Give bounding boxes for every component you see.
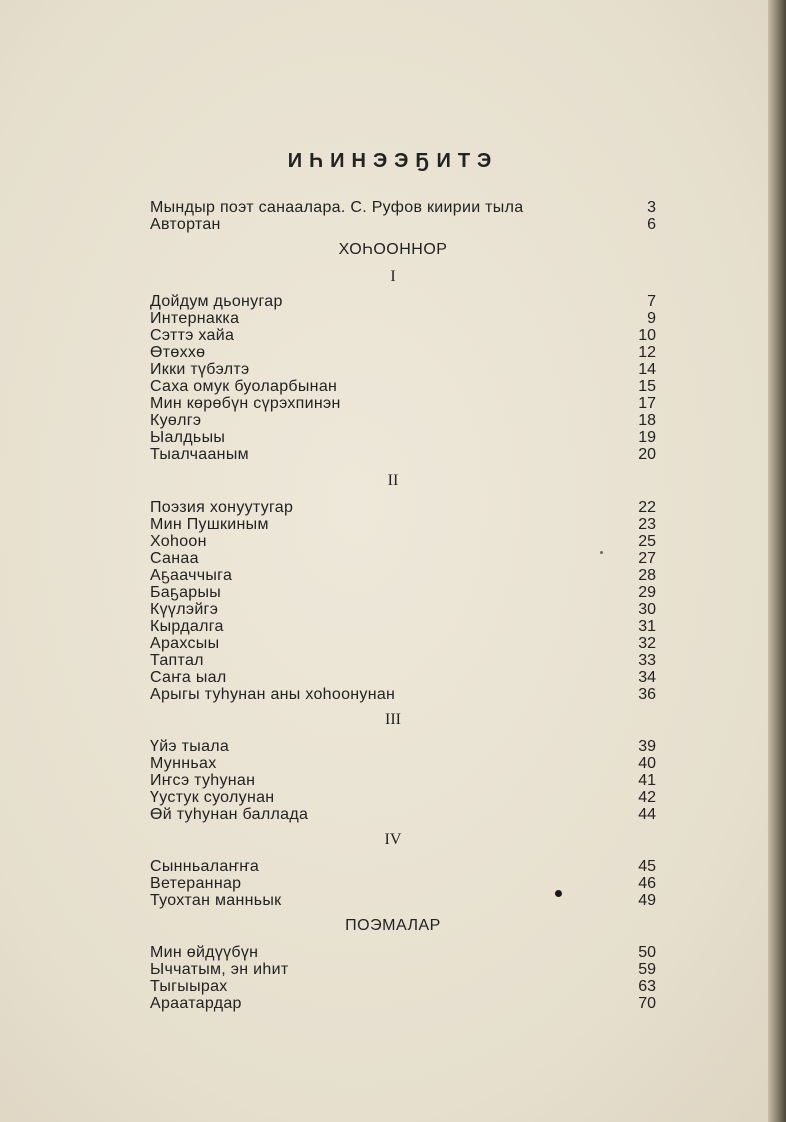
- entry-title: Поэзия хонуутугар: [150, 499, 294, 516]
- entry-page-number: 22: [638, 499, 656, 516]
- entry-title: Ыалдьыы: [150, 429, 226, 446]
- entry-title: Мындыр поэт санаалара. С. Руфов киирии тыла: [150, 199, 524, 216]
- entry-title: Араатардар: [150, 995, 242, 1012]
- ink-speck: [555, 890, 562, 897]
- page-title: ИҺИНЭЭҔИТЭ: [287, 150, 499, 172]
- toc-entry: [150, 429, 656, 446]
- entry-page-number: 39: [638, 738, 656, 755]
- entry-title: Үйэ тыала: [150, 738, 230, 755]
- entry-page-number: 32: [638, 635, 656, 652]
- toc-entry: [150, 892, 656, 909]
- toc-entry: [150, 412, 656, 429]
- entry-page-number: 14: [638, 361, 656, 378]
- entry-title: Санаа: [150, 550, 199, 567]
- entry-page-number: 19: [638, 429, 656, 446]
- entry-page-number: 9: [647, 310, 656, 327]
- toc-entry: [150, 550, 656, 567]
- entry-title: Тыалчааным: [150, 446, 249, 463]
- toc-entry: [150, 584, 656, 601]
- entry-page-number: 12: [638, 344, 656, 361]
- entry-page-number: 34: [638, 669, 656, 686]
- toc-entry: [150, 789, 656, 806]
- entry-page-number: 33: [638, 652, 656, 669]
- section-heading: I: [390, 268, 396, 285]
- toc-entry: [150, 567, 656, 584]
- page-edge-shadow: [768, 0, 786, 1122]
- entry-page-number: 17: [638, 395, 656, 412]
- entry-title: Саха омук буоларбынан: [150, 378, 338, 395]
- entry-page-number: 46: [638, 875, 656, 892]
- section-heading: II: [387, 472, 399, 489]
- toc-entry: [150, 499, 656, 516]
- entry-page-number: 20: [638, 446, 656, 463]
- toc-entry: [150, 601, 656, 618]
- entry-title: Кырдалга: [150, 618, 224, 635]
- toc-entry: [150, 738, 656, 755]
- entry-title: Сэттэ хайа: [150, 327, 235, 344]
- ink-speck: [600, 551, 603, 554]
- entry-page-number: 6: [647, 216, 656, 233]
- entry-page-number: 23: [638, 516, 656, 533]
- entry-title: Өй туһунан баллада: [150, 806, 309, 823]
- entry-title: Сынньалаҥҥа: [150, 858, 260, 875]
- entry-title: Куөлгэ: [150, 412, 202, 429]
- entry-page-number: 70: [638, 995, 656, 1012]
- entry-page-number: 42: [638, 789, 656, 806]
- entry-title: Мин өйдүүбүн: [150, 944, 259, 961]
- entry-title: Мунньах: [150, 755, 217, 772]
- entry-title: Күүлэйгэ: [150, 601, 219, 618]
- section-heading: IV: [384, 831, 402, 848]
- toc-entry: [150, 635, 656, 652]
- entry-title: Таптал: [150, 652, 204, 669]
- entry-title: Икки түбэлтэ: [150, 361, 250, 378]
- toc-entry: [150, 516, 656, 533]
- toc-entry: [150, 344, 656, 361]
- entry-page-number: 18: [638, 412, 656, 429]
- entry-title: Мин Пушкиным: [150, 516, 269, 533]
- entry-title: Тыгыырах: [150, 978, 228, 995]
- entry-page-number: 45: [638, 858, 656, 875]
- entry-title: Ветераннар: [150, 875, 242, 892]
- toc-entry: [150, 378, 656, 395]
- entry-page-number: 30: [638, 601, 656, 618]
- toc-entry: [150, 446, 656, 463]
- toc-entry: [150, 199, 656, 216]
- toc-entry: [150, 961, 656, 978]
- entry-page-number: 63: [638, 978, 656, 995]
- toc-entry: [150, 216, 656, 233]
- toc-entry: [150, 995, 656, 1012]
- entry-page-number: 10: [638, 327, 656, 344]
- entry-page-number: 41: [638, 772, 656, 789]
- toc-entry: [150, 944, 656, 961]
- entry-title: Автортан: [150, 216, 221, 233]
- entry-title: Арахсыы: [150, 635, 220, 652]
- toc-entry: [150, 806, 656, 823]
- entry-page-number: 15: [638, 378, 656, 395]
- entry-title: Баҕарыы: [150, 584, 222, 601]
- entry-title: Мин көрөбүн сүрэхпинэн: [150, 395, 341, 412]
- part-heading: ПОЭМАЛАР: [345, 917, 441, 934]
- toc-entry: [150, 618, 656, 635]
- entry-title: Саҥа ыал: [150, 669, 227, 686]
- entry-title: Аҕааччыга: [150, 567, 233, 584]
- entry-page-number: 28: [638, 567, 656, 584]
- entry-page-number: 3: [647, 199, 656, 216]
- entry-title: Интернакка: [150, 310, 240, 327]
- toc-entry: [150, 327, 656, 344]
- entry-title: Арыгы туһунан аны хоһоонунан: [150, 686, 396, 703]
- toc-entry: [150, 293, 656, 310]
- toc-entry: [150, 652, 656, 669]
- entry-title: Хоһоон: [150, 533, 207, 550]
- entry-page-number: 25: [638, 533, 656, 550]
- toc-entry: [150, 669, 656, 686]
- entry-title: Туохтан манньык: [150, 892, 282, 909]
- entry-page-number: 49: [638, 892, 656, 909]
- part-heading: ХОҺООННОР: [338, 241, 448, 258]
- entry-page-number: 31: [638, 618, 656, 635]
- toc-entry: [150, 755, 656, 772]
- toc-entry: [150, 533, 656, 550]
- entry-page-number: 50: [638, 944, 656, 961]
- entry-page-number: 29: [638, 584, 656, 601]
- toc-entry: [150, 395, 656, 412]
- toc-entry: [150, 858, 656, 875]
- entry-title: Үустук суолунан: [150, 789, 275, 806]
- entry-title: Иҥсэ туһунан: [150, 772, 256, 789]
- entry-page-number: 36: [638, 686, 656, 703]
- toc-entry: [150, 686, 656, 703]
- toc-entry: [150, 875, 656, 892]
- toc-entry: [150, 978, 656, 995]
- entry-page-number: 27: [638, 550, 656, 567]
- entry-page-number: 7: [647, 293, 656, 310]
- section-heading: III: [385, 711, 401, 728]
- entry-page-number: 40: [638, 755, 656, 772]
- entry-title: Дойдум дьонугар: [150, 293, 283, 310]
- entry-page-number: 59: [638, 961, 656, 978]
- toc-entry: [150, 772, 656, 789]
- entry-title: Ыччатым, эн иһит: [150, 961, 289, 978]
- toc-entry: [150, 310, 656, 327]
- entry-page-number: 44: [638, 806, 656, 823]
- toc-entry: [150, 361, 656, 378]
- entry-title: Өтөххө: [150, 344, 206, 361]
